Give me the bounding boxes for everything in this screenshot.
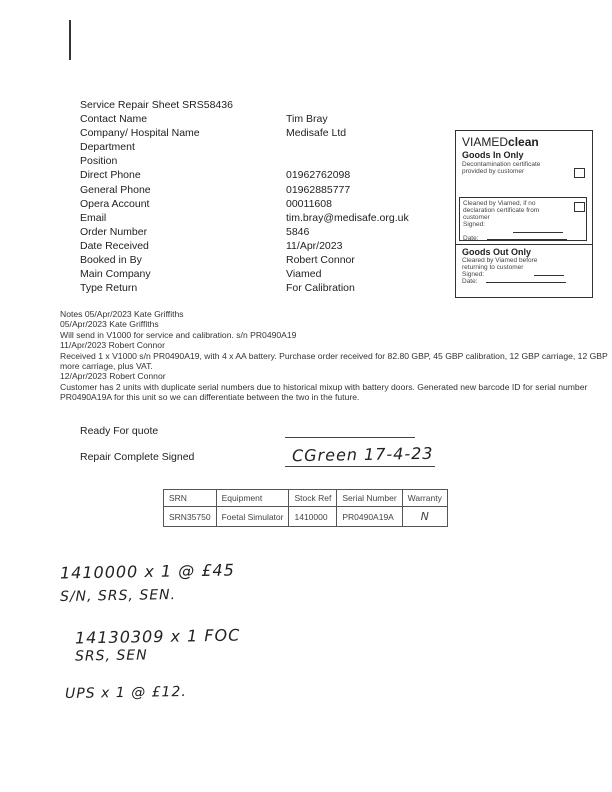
field-value: 00011608 <box>286 197 332 210</box>
note-line: 12/Apr/2023 Robert Connor <box>60 371 166 382</box>
field-value: Medisafe Ltd <box>286 127 347 140</box>
note-line: 11/Apr/2023 Robert Connor <box>60 340 165 351</box>
ready-for-quote-label: Ready For quote <box>80 425 159 437</box>
note-line: 05/Apr/2023 Kate Griffiths <box>60 319 159 330</box>
note-line: Customer has 2 units with duplicate serial numbers due to historical mixup with battery doors. Generated new barcode ID for serial number PR0490A19A for this unit so we can differentiate between the two in the future. <box>60 381 588 403</box>
note-line: Received 1 x V1000 s/n PR0490A19, with 4 x AA battery. Purchase order received for 82.80 GBP, 45 GBP calibration, 12 GBP carriage, 12 GBP more carriage, plus VAT. <box>60 350 608 372</box>
field-label: Direct Phone <box>80 169 141 182</box>
field-value: 5846 <box>286 225 310 238</box>
table-cell: Foetal Simulator <box>216 507 289 527</box>
table-row <box>164 507 448 527</box>
goods-out-heading: Goods Out Only <box>462 247 531 257</box>
note-line: Notes 05/Apr/2023 Kate Griffiths <box>60 309 184 319</box>
table-header-row <box>164 490 448 507</box>
field-label: Type Return <box>80 282 138 295</box>
table-cell: SRN35750 <box>164 507 217 527</box>
note-line: Will send in V1000 for service and calibration. s/n PR0490A19 <box>60 329 297 340</box>
handwritten-line: 1410000 x 1 @ £45 <box>59 560 235 583</box>
field-label: General Phone <box>80 183 151 196</box>
sheet-title: Service Repair Sheet SRS58436 <box>80 99 233 111</box>
field-label: Date Received <box>80 239 149 252</box>
decon-text: Decontamination certificate provided by customer <box>462 161 541 175</box>
decon-checkbox[interactable] <box>574 168 585 178</box>
table-header-cell: Equipment <box>216 490 289 507</box>
viamed-clean-box <box>455 130 593 298</box>
field-value: Robert Connor <box>286 254 355 266</box>
field-label: Department <box>80 141 135 154</box>
goods-in-heading: Goods In Only <box>462 150 524 160</box>
notes-section <box>60 309 610 403</box>
field-label: Position <box>80 155 118 168</box>
field-value: 01962762098 <box>286 169 351 182</box>
field-label: Company/ Hospital Name <box>80 127 200 140</box>
field-value: Tim Bray <box>286 113 328 125</box>
field-value: 11/Apr/2023 <box>286 239 343 252</box>
field-value: tim.bray@medisafe.org.uk <box>286 211 409 224</box>
field-value: For Calibration <box>286 282 355 295</box>
handwritten-line: UPS x 1 @ £12. <box>64 683 187 703</box>
table-header-cell: Serial Number <box>337 490 402 507</box>
table-header-cell: Warranty <box>402 490 447 507</box>
field-label: Email <box>80 211 107 224</box>
cleaned-checkbox[interactable] <box>574 202 585 212</box>
brand-logo-bold: clean <box>508 135 539 149</box>
field-label: Contact Name <box>80 113 148 125</box>
scan-mark <box>69 20 71 60</box>
handwritten-line: 14130309 x 1 FOC <box>74 625 241 648</box>
field-value: Viamed <box>286 268 322 281</box>
signed-label-out: Signed: <box>462 271 485 278</box>
handwritten-line: S/N, SRS, SEN. <box>59 586 177 606</box>
field-value: 01962885777 <box>286 183 351 196</box>
quote-signature-line <box>285 437 415 438</box>
signed-label: Signed: <box>463 221 486 228</box>
cleared-text: Cleared by Viamed before returning to customer <box>462 257 538 271</box>
equipment-table <box>163 489 448 527</box>
cleaned-text: Cleaned by Viamed, if no declaration certificate from customer <box>463 200 540 221</box>
field-label: Main Company <box>80 268 151 281</box>
repair-signature-line <box>285 466 435 467</box>
table-header-cell: Stock Ref <box>289 490 337 507</box>
field-label: Opera Account <box>80 197 150 210</box>
table-cell: PR0490A19A <box>337 507 402 527</box>
table-header-cell: SRN <box>164 490 217 507</box>
table-cell: 1410000 <box>289 507 337 527</box>
repair-complete-label: Repair Complete Signed <box>80 451 195 463</box>
handwritten-line: SRS, SEN <box>74 647 148 665</box>
field-label: Order Number <box>80 225 148 238</box>
field-label: Booked in By <box>80 254 142 266</box>
date-label-out: Date: <box>462 278 478 285</box>
table-cell: N <box>402 507 447 527</box>
brand-logo: VIAMED <box>462 135 509 149</box>
date-label: Date: <box>463 235 479 242</box>
repair-signature: CGreen 17-4-23 <box>291 443 434 466</box>
